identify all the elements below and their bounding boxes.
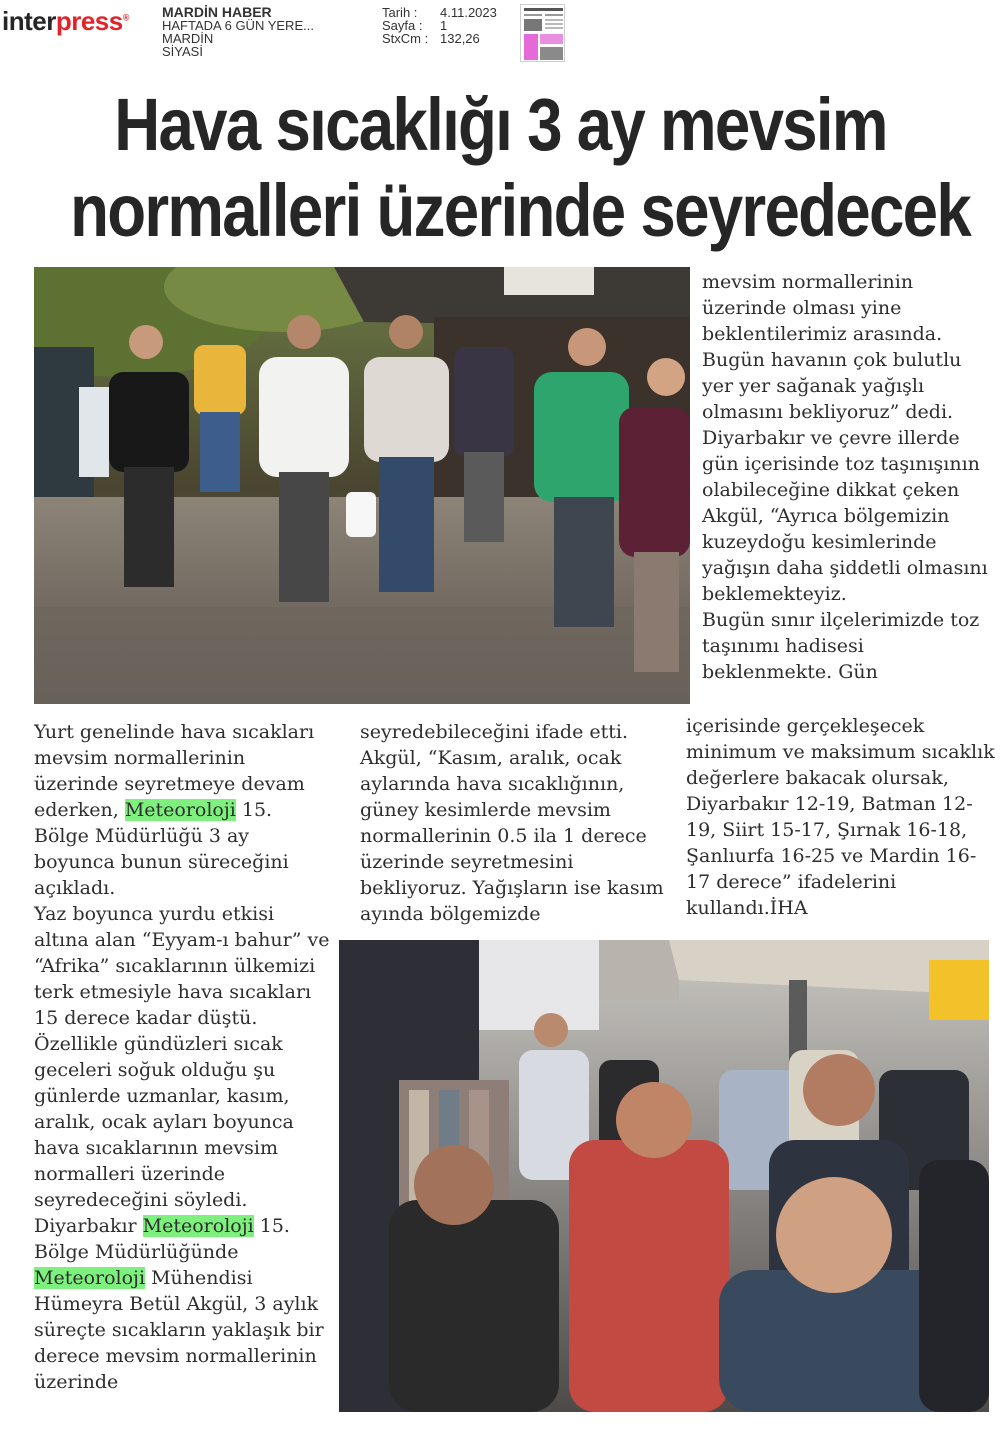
paragraph: Diyarbakır ve çevre illerde gün içerisinde toz taşınışının olabileceğine dikkat çeken Akgül, “Ayrıca bölgemizin kuzeydoğu kesimlerinde yağışın daha şiddetli olmasını beklemekteyiz. — [702, 427, 988, 605]
paragraph: Yaz boyunca yurdu etkisi altına alan “Eyyam-ı bahur” ve “Afrika” sıcaklarının ülkemizi terk etmesiyle hava sıcakları 15 derece kadar düştü. Özellikle gündüzleri sıcak geceleri soğuk olduğu şu günlerde uzmanlar, kasım, aralık, ocak ayları boyunca hava sıcaklarının mevsim normalleri üzerinde seyredeceğini söyledi. — [34, 903, 330, 1211]
paragraph — [34, 1213, 330, 1395]
page-thumbnail — [520, 4, 565, 62]
crowd-photo-bottom-graphic — [339, 940, 989, 1412]
publication-category: SİYASİ — [162, 44, 203, 59]
date-value: 4.11.2023 — [440, 5, 497, 20]
logo-registered-mark: ® — [122, 12, 129, 23]
paragraph: seyredebileceğini ifade etti. — [360, 721, 629, 743]
text-run: Yurt genelinde hava sıcakları mevsim normallerinin üzerinde seyretmeye devam ederken, — [34, 721, 315, 821]
page-value: 1 — [440, 18, 448, 33]
text-run: 15. Bölge Müdürlüğü 3 ay boyunca bunun süreceğini açıkladı. — [34, 799, 289, 899]
paragraph: Bugün sınır ilçelerimizde toz taşınımı hadisesi beklenmekte. Gün — [702, 609, 980, 683]
article-column-3-top — [702, 269, 992, 685]
text-run: 15. Bölge Müdürlüğünde — [34, 1215, 290, 1263]
logo-text-main: inter — [2, 6, 56, 36]
headline-line-1: Hava sıcaklığı 3 ay mevsim — [114, 83, 887, 166]
article-column-3-bottom — [686, 713, 996, 921]
text-run: Diyarbakır — [34, 1215, 143, 1237]
interpress-logo — [2, 6, 129, 37]
highlighted-keyword: Meteoroloji — [124, 799, 236, 821]
logo-text-accent: press — [55, 6, 123, 36]
street-photo-top — [34, 267, 690, 704]
publication-city: MARDİN — [162, 31, 214, 46]
headline-line-2: normalleri üzerinde seyredecek — [70, 169, 971, 252]
highlighted-keyword: Meteoroloji — [142, 1215, 254, 1237]
article-column-2 — [360, 719, 665, 927]
paragraph: mevsim normallerinin üzerinde olması yine beklentilerimiz arasında. Bugün havanın çok bulutlu yer yer sağanak yağışlı olmasını bekliyoruz” dedi. — [702, 271, 962, 423]
paragraph — [34, 719, 330, 901]
crowd-photo-bottom — [339, 940, 989, 1412]
headline — [70, 82, 971, 254]
publication-frequency: HAFTADA 6 GÜN YERE... — [162, 18, 314, 33]
highlighted-keyword: Meteoroloji — [34, 1267, 146, 1289]
date-label: Tarih : — [382, 5, 418, 20]
page-thumbnail-graphic — [521, 5, 565, 62]
paragraph: Akgül, “Kasım, aralık, ocak aylarında hava sıcaklığının, güney kesimlerde mevsim normallerinin 0.5 ila 1 derece üzerinde seyretmesini bekliyoruz. Yağışların ise kasım ayında bölgemizde — [360, 747, 664, 925]
publication-info — [162, 6, 314, 58]
paragraph: içerisinde gerçekleşecek minimum ve maksimum sıcaklık değerlere bakacak olursak, Diyarbakır 12-19, Batman 12-19, Siirt 15-17, Şırnak 16-18, Şanlıurfa 16-25 ve Mardin 16- 17 derece” ifadelerini kullandı.İHA — [686, 715, 995, 919]
article-column-1 — [34, 719, 330, 1395]
clipping-meta — [382, 6, 497, 45]
stxcm-value: 132,26 — [440, 31, 480, 46]
street-photo-top-graphic — [34, 267, 690, 704]
publication-name: MARDİN HABER — [162, 4, 272, 20]
stxcm-label: StxCm : — [382, 31, 429, 46]
text-run: Mühendisi Hümeyra Betül Akgül, 3 aylık süreçte sıcakların yaklaşık bir derece mevsim normallerinin üzerinde — [34, 1267, 324, 1393]
page-label: Sayfa : — [382, 18, 423, 33]
